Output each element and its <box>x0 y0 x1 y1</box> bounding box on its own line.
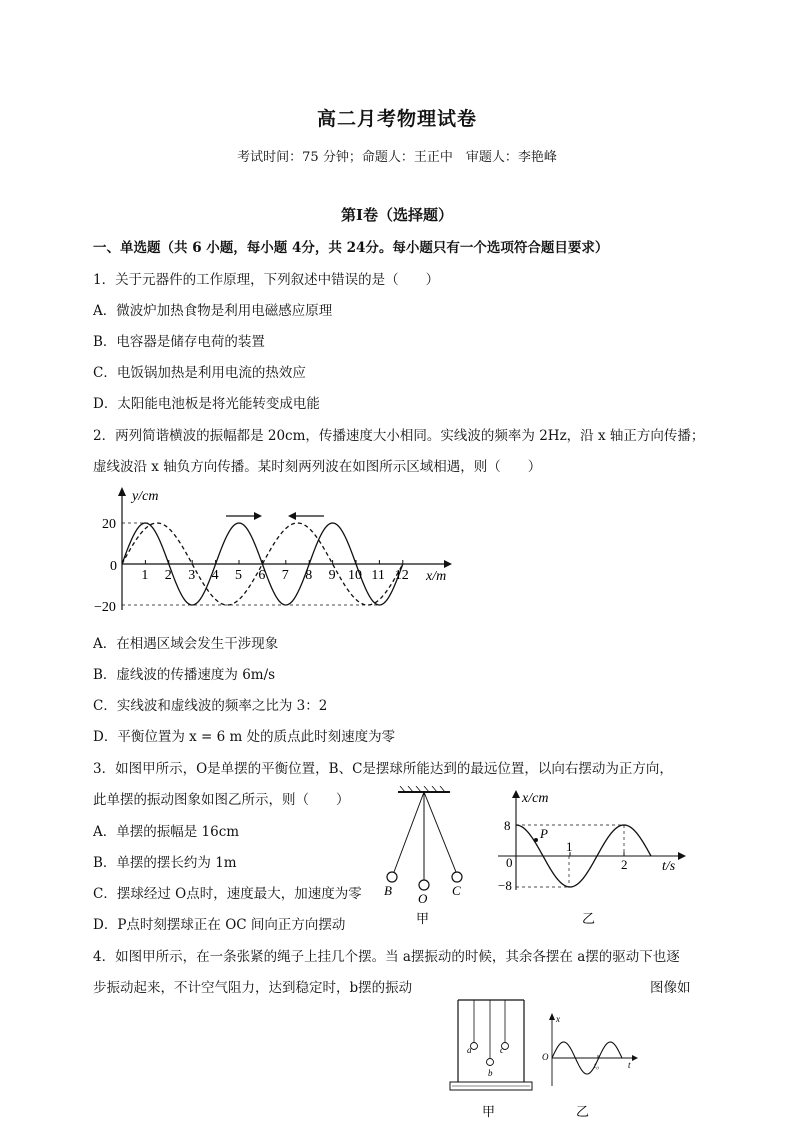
q2-option-a: A．在相遇区域会发生干涉现象 <box>93 636 279 652</box>
q3-option-a: A．单摆的振幅是 16cm <box>93 824 240 840</box>
q2-option-d: D．平衡位置为 x = 6 m 处的质点此时刻速度为零 <box>93 729 396 745</box>
multi-caption: 甲 <box>482 1104 496 1119</box>
q1-option-a: A．微波炉加热食物是利用电磁感应原理 <box>93 303 333 319</box>
wave-ytick-20: 20 <box>102 517 116 532</box>
multi-label-b: b <box>488 1068 493 1078</box>
b-tick-t0: t₀ <box>594 1061 600 1070</box>
wave-xtick-label: 7 <box>281 568 289 583</box>
b-origin: O <box>542 1052 549 1062</box>
multi-label-a: a <box>467 1045 472 1055</box>
pendulum-label-b: B <box>384 883 392 898</box>
exam-meta: 考试时间：75 分钟；命题人：王正中 审题人：李艳峰 <box>237 150 557 165</box>
vib-xlabel: t/s <box>662 859 676 874</box>
multi-label-c: c <box>500 1045 504 1055</box>
wave-xtick-label: 12 <box>394 568 409 583</box>
b-xlabel: t <box>628 1060 631 1070</box>
wave-xtick-label: 3 <box>188 568 196 583</box>
vib-ylabel: x/cm <box>522 791 549 806</box>
q2-option-c: C．实线波和虚线波的频率之比为 3：2 <box>93 698 328 714</box>
pendulum-bob-o <box>419 880 429 890</box>
pendulum-caption: 甲 <box>416 911 430 926</box>
q3-stem-line2: 此单摆的振动图象如图乙所示，则（ ） <box>93 792 350 808</box>
q2-stem-line1: 2．两列简谐横波的振幅都是 20cm，传播速度大小相同。实线波的频率为 2Hz，沿 x 轴正方向传播； <box>93 428 705 444</box>
wave-xtick-label: 10 <box>348 568 362 583</box>
pendulum-label-o: O <box>418 891 428 906</box>
wave-xtick-label: 1 <box>141 568 149 583</box>
q1-option-d: D．太阳能电池板是将光能转变成电能 <box>93 396 320 412</box>
wave-xtick-label: 2 <box>164 568 172 583</box>
b-vibration-chart <box>538 1010 642 1122</box>
q3-option-b: B．单摆的摆长约为 1m <box>93 855 237 871</box>
q2-stem-line2: 虚线波沿 x 轴负方向传播。某时刻两列波在如图所示区域相遇，则（ ） <box>93 459 542 475</box>
pendulum-b <box>487 1059 494 1066</box>
wave-ylabel: y/cm <box>132 489 159 504</box>
q1-option-b: B．电容器是储存电荷的装置 <box>93 334 265 350</box>
vib-ttick-1: 1 <box>566 839 573 854</box>
wave-x-arrow <box>444 560 452 568</box>
section-title: 第Ⅰ卷（选择题） <box>340 206 454 224</box>
pendulum-bob-c <box>452 872 462 882</box>
vib-caption: 乙 <box>582 911 596 926</box>
q3-stem-line1: 3．如图甲所示，O是单摆的平衡位置，B、C是摆球所能达到的最远位置，以向右摆动为正方向， <box>93 761 673 777</box>
vib-label-p: P <box>540 826 548 841</box>
wave-ytick-neg20: −20 <box>94 600 116 615</box>
vib-point-p <box>534 838 538 842</box>
q3-option-d: D．P点时刻摆球正在 OC 间向正方向摆动 <box>93 917 346 933</box>
pendulum-label-c: C <box>452 883 461 898</box>
vibration-chart <box>494 786 694 928</box>
vib-ytick-0: 0 <box>506 855 513 870</box>
pendulum-figure <box>380 786 476 928</box>
wave-xtick-label: 8 <box>305 568 313 583</box>
wave-xtick-label: 4 <box>211 568 219 583</box>
wave-chart <box>88 482 468 622</box>
pendulum-string-c <box>424 792 456 872</box>
q2-option-b: B．虚线波的传播速度为 6m/s <box>93 667 276 683</box>
q1-option-c: C．电饭锅加热是利用电流的热效应 <box>93 365 306 381</box>
wave-xtick-label: 11 <box>371 568 385 583</box>
wave-y-arrow <box>118 487 126 496</box>
wave-xtick-label: 9 <box>328 568 336 583</box>
page-title: 高二月考物理试卷 <box>316 108 477 130</box>
q4-stem-line2a: 步振动起来，不计空气阻力，达到稳定时，b摆的振动 <box>93 980 413 996</box>
pendulum-bob-b <box>387 872 397 882</box>
q3-option-c: C．摆球经过 O点时，速度最大，加速度为零 <box>93 886 362 902</box>
b-caption: 乙 <box>576 1104 590 1119</box>
pendulum-string-b <box>394 792 424 872</box>
q4-stem-line2b: 图像如 <box>650 980 691 996</box>
b-ylabel: x <box>556 1014 560 1024</box>
vib-ytick-neg8: −8 <box>498 878 512 893</box>
wave-xlabel: x/m <box>426 569 447 584</box>
vib-ytick-8: 8 <box>504 818 511 833</box>
vib-ttick-2: 2 <box>621 857 628 872</box>
multi-pendulum-figure <box>448 994 536 1122</box>
wave-xtick-label: 6 <box>258 568 266 583</box>
part1-heading: 一、单选题（共 6 小题，每小题 4分，共 24分。每小题只有一个选项符合题目要求） <box>93 240 609 256</box>
wave-xtick-label: 5 <box>235 568 242 583</box>
q4-stem-line1: 4．如图甲所示，在一条张紧的绳子上挂几个摆。当 a摆振动的时候，其余各摆在 a摆的驱动下也逐 <box>93 949 680 965</box>
wave-ytick-0: 0 <box>110 559 117 574</box>
pendulum-a <box>471 1043 478 1050</box>
q1-stem: 1．关于元器件的工作原理，下列叙述中错误的是（ ） <box>93 272 440 288</box>
